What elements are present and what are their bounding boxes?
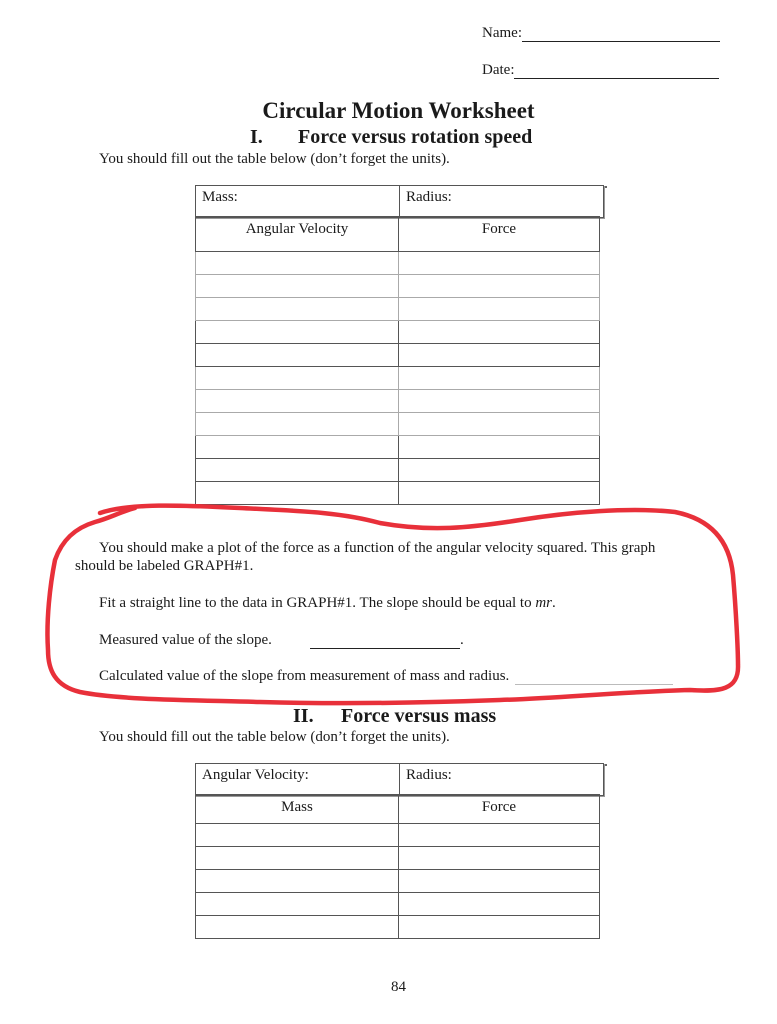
measured-slope-end: . xyxy=(460,632,464,648)
table1-cell[interactable] xyxy=(399,298,600,321)
date-label: Date: xyxy=(482,62,515,78)
table1-mass-cell[interactable] xyxy=(196,186,400,218)
fit-end: . xyxy=(552,595,556,611)
table2-cell[interactable] xyxy=(196,893,399,916)
table1-cell[interactable] xyxy=(196,344,399,367)
section2-title: Force versus mass xyxy=(341,705,497,727)
table2-cell[interactable] xyxy=(196,847,399,870)
fit-symbol: mr xyxy=(535,595,553,611)
table1-params xyxy=(195,185,604,218)
section2-numeral: II. xyxy=(293,705,314,727)
table1-cell[interactable] xyxy=(196,367,399,390)
table1-cell[interactable] xyxy=(196,482,399,505)
fit-instruction xyxy=(99,594,556,612)
name-blank[interactable] xyxy=(522,27,720,42)
table2-angular-velocity-label: Angular Velocity: xyxy=(202,767,309,783)
plot-instruction-line2: should be labeled GRAPH#1. xyxy=(75,558,254,574)
name-label: Name: xyxy=(482,25,522,41)
measured-slope-row xyxy=(99,631,272,649)
section1-title: Force versus rotation speed xyxy=(298,126,533,148)
table2-cell[interactable] xyxy=(196,916,399,939)
calculated-slope-label: Calculated value of the slope from measurement of mass and radius. xyxy=(99,668,510,684)
calculated-slope-row xyxy=(99,667,673,685)
table2-cell[interactable] xyxy=(196,870,399,893)
date-field[interactable] xyxy=(482,62,719,79)
table2-cell[interactable] xyxy=(399,847,600,870)
page-title: Circular Motion Worksheet xyxy=(262,98,535,123)
section2-instruction: You should fill out the table below (don’t forget the units). xyxy=(99,729,450,745)
table1-header-angular-velocity: Angular Velocity xyxy=(196,217,399,252)
table2-cell[interactable] xyxy=(399,893,600,916)
section1-heading xyxy=(250,126,532,149)
table1-cell[interactable] xyxy=(196,390,399,413)
table1-cell[interactable] xyxy=(399,321,600,344)
table1-cell[interactable] xyxy=(196,252,399,275)
table2-radius-cell[interactable] xyxy=(400,764,604,796)
table1-cell[interactable] xyxy=(196,459,399,482)
table2-params xyxy=(195,763,604,796)
table1-cell[interactable] xyxy=(399,252,600,275)
table1-cell[interactable] xyxy=(399,344,600,367)
table2-cell[interactable] xyxy=(399,916,600,939)
table2-data xyxy=(195,794,600,939)
table1-cell[interactable] xyxy=(399,390,600,413)
table2-cell[interactable] xyxy=(399,870,600,893)
table1-cell[interactable] xyxy=(196,321,399,344)
table1-cell[interactable] xyxy=(399,367,600,390)
table2-cell[interactable] xyxy=(399,824,600,847)
section1-instruction: You should fill out the table below (don’t forget the units). xyxy=(99,151,450,167)
plot-instruction-line1: You should make a plot of the force as a function of the angular velocity squared. This graph xyxy=(99,540,656,556)
table1-cell[interactable] xyxy=(399,413,600,436)
calculated-slope-blank[interactable] xyxy=(515,670,673,685)
measured-slope-label: Measured value of the slope. xyxy=(99,632,272,648)
section2-heading xyxy=(293,705,496,728)
table1-cell[interactable] xyxy=(196,413,399,436)
table1-data xyxy=(195,216,600,505)
table2-header-mass: Mass xyxy=(196,795,399,824)
table2-radius-label: Radius: xyxy=(406,767,452,783)
table1-mass-label: Mass: xyxy=(202,189,238,205)
table1-cell[interactable] xyxy=(399,482,600,505)
table1-cell[interactable] xyxy=(196,275,399,298)
table1-cell[interactable] xyxy=(399,436,600,459)
table1-header-force: Force xyxy=(399,217,600,252)
measured-slope-blank[interactable] xyxy=(310,634,460,649)
fit-instruction-text: Fit a straight line to the data in GRAPH#1. The slope should be equal to xyxy=(99,595,536,611)
measured-slope-answer[interactable] xyxy=(310,631,464,649)
table1-cell[interactable] xyxy=(399,459,600,482)
table1-radius-label: Radius: xyxy=(406,189,452,205)
table2-header-force: Force xyxy=(399,795,600,824)
table2-cell[interactable] xyxy=(196,824,399,847)
page-number: 84 xyxy=(391,979,406,995)
section1-numeral: I. xyxy=(250,126,263,148)
table1-cell[interactable] xyxy=(196,436,399,459)
table1-radius-cell[interactable] xyxy=(400,186,604,218)
table2-angular-velocity-cell[interactable] xyxy=(196,764,400,796)
name-field[interactable] xyxy=(482,25,720,42)
table1-cell[interactable] xyxy=(399,275,600,298)
date-blank[interactable] xyxy=(514,64,719,79)
table1-cell[interactable] xyxy=(196,298,399,321)
